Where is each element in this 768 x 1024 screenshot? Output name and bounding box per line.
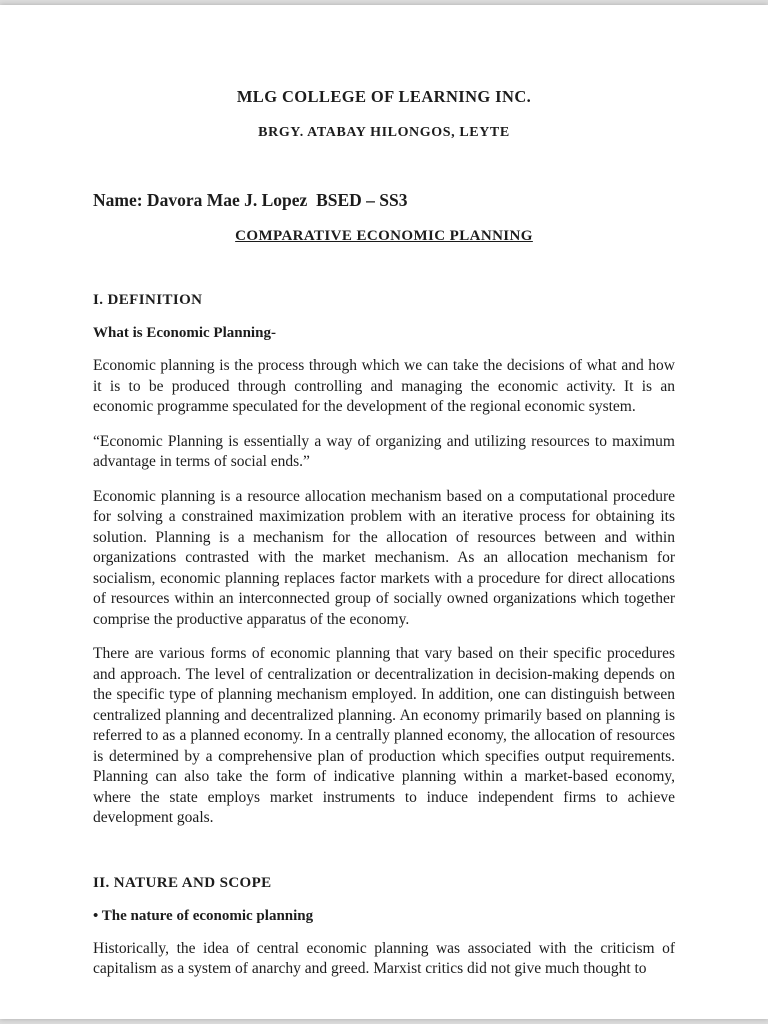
- document-content: [0, 5, 768, 980]
- section-2-heading: II. NATURE AND SCOPE: [93, 874, 272, 891]
- document-title: COMPARATIVE ECONOMIC PLANNING: [235, 228, 533, 244]
- school-name-heading: MLG COLLEGE OF LEARNING INC.: [236, 87, 532, 106]
- section-2-paragraph-1: Historically, the idea of central economic planning was associated with the criticism of capitalism as a system of anarchy and greed. Marxist critics did not give much thought to: [93, 939, 675, 977]
- section-2-subheading: • The nature of economic planning: [93, 907, 314, 924]
- section-1-paragraph-1: Economic planning is the process through which we can take the decisions of what and how it is to be produced through controlling and managing the economic activity. It is an economic programme speculated for the development of the regional economic system.: [93, 357, 675, 415]
- document-page: [0, 5, 768, 1019]
- school-address-heading: BRGY. ATABAY HILONGOS, LEYTE: [258, 125, 510, 140]
- section-1-subheading: What is Economic Planning-: [93, 325, 276, 341]
- section-1-paragraph-2: “Economic Planning is essentially a way of organizing and utilizing resources to maximum advantage in terms of social ends.”: [93, 432, 675, 470]
- section-1-paragraph-4: There are various forms of economic planning that vary based on their specific procedures and approach. The level of centralization or decentralization in decision-making depends on the specific type of planning mechanism employed. In addition, one can distinguish between centralized planning and decentralized planning. An economy primarily based on planning is referred to as a planned economy. In a centrally planned economy, the allocation of resources is determined by a comprehensive plan of production which specifies output requirements. Planning can also take the form of indicative planning within a market-based economy, where the state employs market instruments to induce independent firms to achieve development goals.: [93, 645, 675, 826]
- student-name-line: Name: Davora Mae J. Lopez BSED – SS3: [93, 190, 408, 210]
- section-1-paragraph-3: Economic planning is a resource allocation mechanism based on a computational procedure for solving a constrained maximization problem with an iterative process for obtaining its solution. Planning is a mechanism for the allocation of resources between and within organizations contrasted with the market mechanism. As an allocation mechanism for socialism, economic planning replaces factor markets with a procedure for direct allocations of resources within an interconnected group of socially owned organizations which together comprise the productive apparatus of the economy.: [93, 487, 675, 628]
- section-1-heading: I. DEFINITION: [93, 292, 203, 308]
